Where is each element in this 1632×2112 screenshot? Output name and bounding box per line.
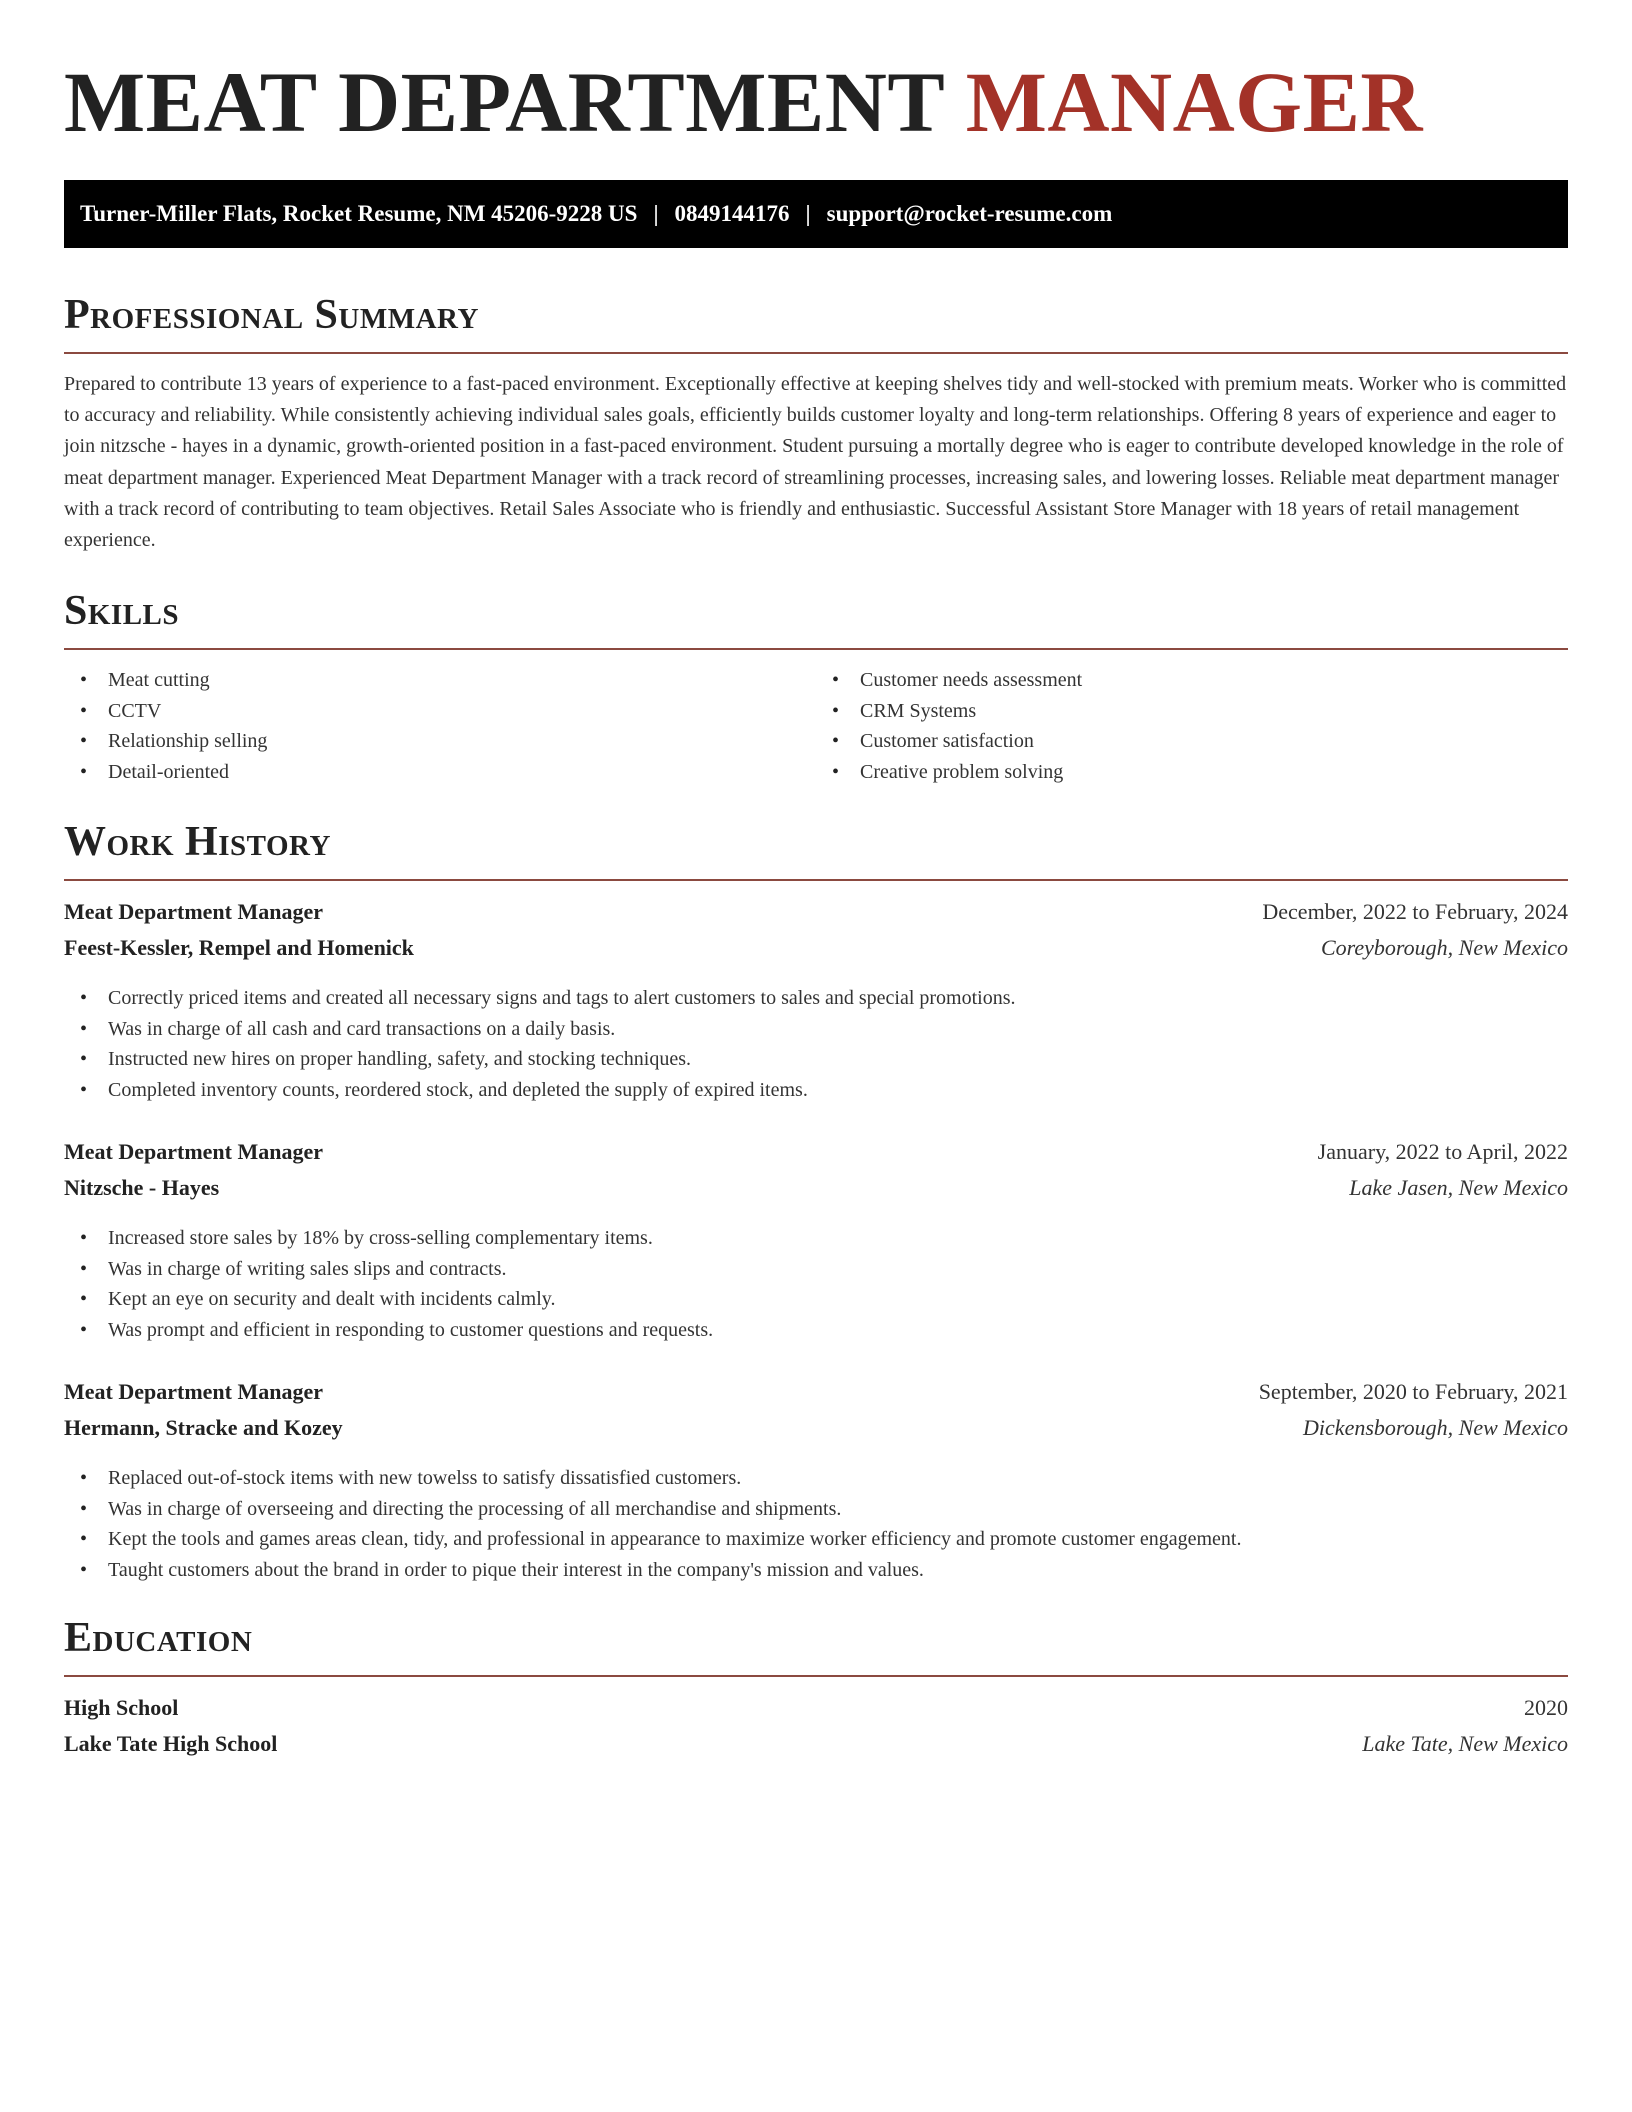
section-divider xyxy=(64,352,1568,354)
job-duties-list xyxy=(64,1223,1568,1345)
summary-section xyxy=(64,290,1568,556)
title-part-accent: MANAGER xyxy=(965,54,1424,150)
job-duties-list xyxy=(64,983,1568,1105)
job-location: Coreyborough, New Mexico xyxy=(1320,935,1568,961)
education-heading: Education xyxy=(64,1615,253,1662)
education-entry xyxy=(64,1695,1568,1767)
job-company: Hermann, Stracke and Kozey xyxy=(64,1415,343,1441)
job-title: Meat Department Manager xyxy=(64,899,324,925)
job-header-row xyxy=(64,1139,1568,1175)
job-dates: December, 2022 to February, 2024 xyxy=(1262,899,1568,925)
contact-phone: 0849144176 xyxy=(674,201,790,226)
contact-email: support@rocket-resume.com xyxy=(826,201,1113,226)
skills-grid xyxy=(64,665,1568,787)
summary-heading: Professional Summary xyxy=(64,292,479,338)
job-title: Meat Department Manager xyxy=(64,1139,324,1165)
skill-item: • Creative problem solving xyxy=(816,757,1568,788)
section-divider xyxy=(64,1675,1568,1677)
job-header-row xyxy=(64,1379,1568,1415)
job-entry xyxy=(64,1139,1568,1345)
job-company-row xyxy=(64,935,1568,971)
education-location: Lake Tate, New Mexico xyxy=(1362,1731,1568,1757)
education-school-row xyxy=(64,1731,1568,1767)
job-company: Nitzsche - Hayes xyxy=(64,1175,220,1201)
job-duty: • Was in charge of overseeing and directing the processing of all merchandise and shipments. xyxy=(64,1494,1568,1525)
job-duty: • Was in charge of writing sales slips and contracts. xyxy=(64,1254,1568,1285)
job-dates: September, 2020 to February, 2021 xyxy=(1258,1379,1568,1405)
contact-separator: | xyxy=(653,201,659,226)
skill-item: • Customer satisfaction xyxy=(816,726,1568,757)
job-duty: • Was prompt and efficient in responding to customer questions and requests. xyxy=(64,1315,1568,1346)
education-section xyxy=(64,1613,1568,1767)
skill-item: • Detail-oriented xyxy=(64,757,816,788)
job-duty: • Replaced out-of-stock items with new towelss to satisfy dissatisfied customers. xyxy=(64,1463,1568,1494)
education-degree: High School xyxy=(64,1695,179,1721)
work-history-section xyxy=(64,817,1568,1585)
job-duty: • Was in charge of all cash and card transactions on a daily basis. xyxy=(64,1014,1568,1045)
job-entry xyxy=(64,899,1568,1105)
job-location: Dickensborough, New Mexico xyxy=(1303,1415,1568,1441)
skills-column-right xyxy=(816,665,1568,787)
skill-item: • CCTV xyxy=(64,696,816,727)
job-dates: January, 2022 to April, 2022 xyxy=(1317,1139,1568,1165)
skill-item: • Customer needs assessment xyxy=(816,665,1568,696)
job-duties-list xyxy=(64,1463,1568,1585)
skill-item: • CRM Systems xyxy=(816,696,1568,727)
job-company-row xyxy=(64,1415,1568,1451)
work-history-heading: Work History xyxy=(64,819,331,866)
job-company-row xyxy=(64,1175,1568,1211)
contact-address: Turner-Miller Flats, Rocket Resume, NM 45206-9228 US xyxy=(80,201,638,226)
skills-heading: Skills xyxy=(64,588,180,635)
section-divider xyxy=(64,648,1568,650)
skill-item: • Meat cutting xyxy=(64,665,816,696)
contact-bar xyxy=(64,180,1568,248)
job-location: Lake Jasen, New Mexico xyxy=(1349,1175,1568,1201)
education-year: 2020 xyxy=(1524,1695,1568,1721)
summary-text: Prepared to contribute 13 years of experience to a fast-paced environment. Exceptionally effective at keeping shelves tidy and well-stocked with premium meats. Worker who is committed to accuracy and reliability. While consistently achieving individual sales goals, efficiently builds customer loyalty and long-term relationships. Offering 8 years of experience and eager to join nitzsche - hayes in a dynamic, growth-oriented position in a fast-paced environment. Student pursuing a mortally degree who is eager to contribute developed knowledge in the role of meat department manager. Experienced Meat Department Manager with a track record of streamlining processes, increasing sales, and lowering losses. Reliable meat department manager with a track record of contributing to team objectives. Retail Sales Associate who is friendly and enthusiastic. Successful Assistant Store Manager with 18 years of retail management experience. xyxy=(64,373,1567,552)
job-duty: • Correctly priced items and created all necessary signs and tags to alert customers to sales and special promotions. xyxy=(64,983,1568,1014)
job-duty: • Completed inventory counts, reordered stock, and depleted the supply of expired items. xyxy=(64,1075,1568,1106)
job-duty: • Increased store sales by 18% by cross-selling complementary items. xyxy=(64,1223,1568,1254)
job-entry xyxy=(64,1379,1568,1585)
job-duty: • Kept the tools and games areas clean, tidy, and professional in appearance to maximize worker efficiency and promote customer engagement. xyxy=(64,1524,1568,1555)
resume-title xyxy=(64,52,1568,152)
job-duty: • Instructed new hires on proper handling, safety, and stocking techniques. xyxy=(64,1044,1568,1075)
skill-item: • Relationship selling xyxy=(64,726,816,757)
title-part-main: MEAT DEPARTMENT xyxy=(64,54,944,150)
contact-separator: | xyxy=(805,201,811,226)
skills-section xyxy=(64,586,1568,787)
job-header-row xyxy=(64,899,1568,935)
job-title: Meat Department Manager xyxy=(64,1379,324,1405)
job-company: Feest-Kessler, Rempel and Homenick xyxy=(64,935,414,961)
job-duty: • Taught customers about the brand in order to pique their interest in the company's mission and values. xyxy=(64,1555,1568,1586)
job-duty: • Kept an eye on security and dealt with incidents calmly. xyxy=(64,1284,1568,1315)
education-header-row xyxy=(64,1695,1568,1731)
education-school: Lake Tate High School xyxy=(64,1731,278,1757)
skills-column-left xyxy=(64,665,816,787)
section-divider xyxy=(64,879,1568,881)
